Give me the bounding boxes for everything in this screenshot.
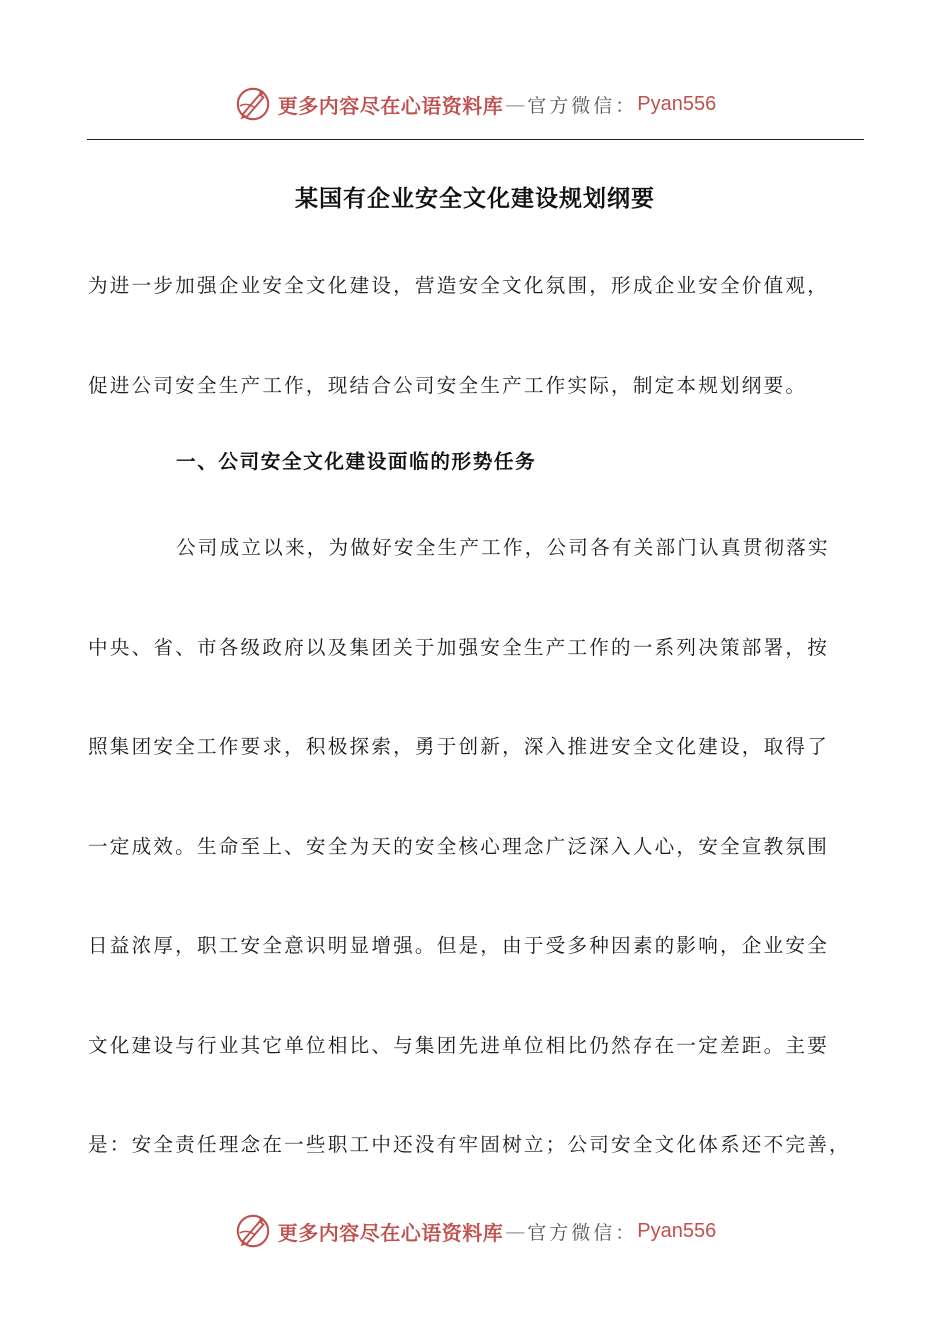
pen-logo-icon [234, 85, 272, 123]
document-title: 某国有企业安全文化建设规划纲要 [295, 186, 655, 212]
banner-wechat-id: Pyan556 [637, 1219, 717, 1242]
body-line-3: 照集团安全工作要求，积极探索，勇于创新，深入推进安全文化建设，取得了 [88, 735, 829, 758]
header-divider [87, 139, 864, 140]
body-line-6: 文化建设与行业其它单位相比、与集团先进单位相比仍然存在一定差距。主要 [88, 1034, 829, 1057]
pen-logo-icon [234, 1212, 272, 1250]
body-line-5: 日益浓厚，职工安全意识明显增强。但是，由于受多种因素的影响，企业安全 [88, 934, 829, 957]
body-line-2: 中央、省、市各级政府以及集团关于加强安全生产工作的一系列决策部署，按 [88, 636, 829, 659]
banner-separator: — [505, 1219, 526, 1243]
section-heading: 一、公司安全文化建设面临的形势任务 [176, 450, 537, 473]
body-line-1: 公司成立以来，为做好安全生产工作，公司各有关部门认真贯彻落实 [176, 536, 830, 559]
body-line-7: 是：安全责任理念在一些职工中还没有牢固树立；公司安全文化体系还不完善， [88, 1133, 851, 1156]
intro-line-1: 为进一步加强企业安全文化建设，营造安全文化氛围，形成企业安全价值观， [88, 274, 829, 297]
banner-brand-text: 更多内容尽在心语资料库 [277, 93, 504, 118]
body-line-4: 一定成效。生命至上、安全为天的安全核心理念广泛深入人心，安全宣教氛围 [88, 835, 829, 858]
banner-wechat-label: 官方微信： [527, 1221, 638, 1244]
banner-wechat-id: Pyan556 [637, 92, 717, 115]
banner-separator: — [505, 92, 526, 116]
intro-line-2: 促进公司安全生产工作，现结合公司安全生产工作实际，制定本规划纲要。 [88, 374, 808, 397]
banner-wechat-label: 官方微信： [527, 94, 638, 117]
header-banner [0, 82, 950, 126]
footer-banner [0, 1209, 950, 1253]
banner-brand-text: 更多内容尽在心语资料库 [277, 1220, 504, 1245]
